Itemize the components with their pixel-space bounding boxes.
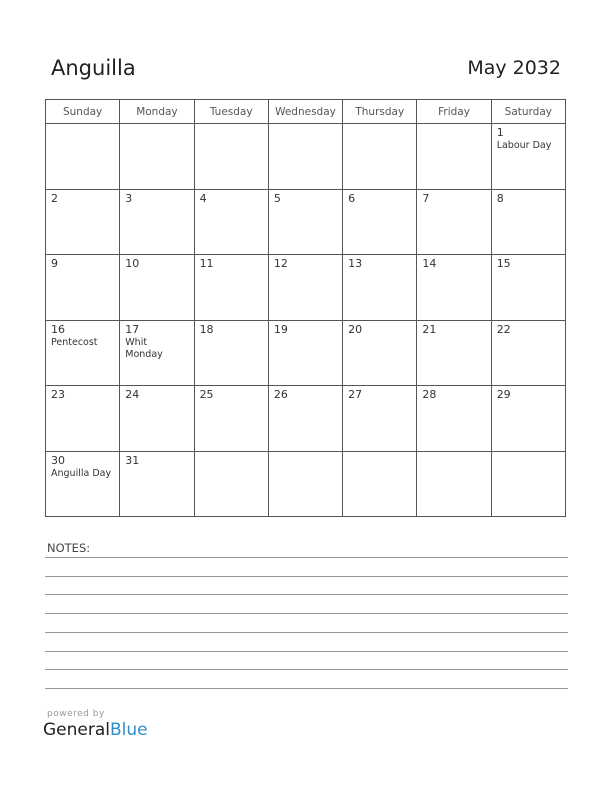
day-cell [343,320,417,386]
day-number: 30 [51,453,65,467]
empty-day-cell [46,124,120,190]
holiday-label: Pentecost [51,336,98,348]
weekday-header: Monday [120,100,194,124]
day-cell [491,124,565,190]
holiday-label: Anguilla Day [51,467,112,479]
day-number: 11 [199,257,214,270]
day-number: 13 [348,257,363,270]
notes-label: NOTES: [47,541,91,555]
day-number: 3 [125,191,133,205]
day-number: 29 [496,388,511,401]
empty-day-cell [268,124,342,190]
day-number: 27 [348,388,363,401]
day-number: 9 [51,257,58,270]
day-cell [194,255,268,321]
holiday-label: Whit Monday [125,336,163,360]
day-number: 17 [125,322,140,336]
day-number: 26 [273,388,288,401]
day-number: 4 [199,191,207,205]
notes-line [45,669,568,670]
day-cell [491,386,565,452]
day-number: 16 [51,322,65,336]
empty-day-cell [417,451,491,517]
day-cell [120,451,194,517]
day-cell [194,189,268,255]
notes-line [45,613,568,614]
week-row [46,124,566,190]
day-cell [491,189,565,255]
day-number: 5 [273,191,281,205]
week-row [46,320,566,386]
empty-day-cell [491,451,565,517]
day-cell [268,189,342,255]
weekday-header-row [46,100,566,124]
week-row [46,255,566,321]
day-cell [194,386,268,452]
notes-line [45,688,568,689]
empty-day-cell [343,124,417,190]
week-row [46,451,566,517]
day-cell [268,255,342,321]
empty-day-cell [268,451,342,517]
day-cell [343,255,417,321]
day-cell [120,189,194,255]
notes-line [45,576,568,577]
day-cell [46,386,120,452]
day-number: 14 [422,257,437,270]
day-cell [194,320,268,386]
day-cell [417,386,491,452]
weekday-header: Tuesday [194,100,268,124]
day-number: 25 [199,388,214,401]
notes-line [45,557,568,558]
day-cell [120,386,194,452]
day-number: 6 [348,191,356,205]
day-cell [417,189,491,255]
day-number: 21 [422,322,437,336]
notes-line [45,651,568,652]
day-number: 10 [125,257,140,270]
brand-general: General [43,720,110,740]
weekday-header: Sunday [46,100,120,124]
generalblue-logo[interactable] [43,720,148,740]
day-cell [120,255,194,321]
country-title: Anguilla [51,56,136,80]
holiday-label: Labour Day [496,140,552,151]
empty-day-cell [343,451,417,517]
brand-blue: Blue [110,720,148,740]
weekday-header: Saturday [491,100,565,124]
day-number: 8 [496,191,504,205]
empty-day-cell [120,124,194,190]
day-number: 24 [125,388,140,401]
day-number: 28 [422,388,437,401]
month-year-title: May 2032 [467,57,561,79]
notes-line [45,632,568,633]
empty-day-cell [194,451,268,517]
day-cell [491,320,565,386]
weekday-header: Friday [417,100,491,124]
day-cell [268,386,342,452]
weekday-header: Thursday [343,100,417,124]
notes-line [45,594,568,595]
powered-by-text: powered by [47,709,105,719]
day-number: 31 [125,453,140,467]
day-cell [417,320,491,386]
empty-day-cell [417,124,491,190]
day-cell [268,320,342,386]
day-cell [46,320,120,386]
day-cell [343,189,417,255]
day-cell [343,386,417,452]
weekday-header: Wednesday [268,100,342,124]
day-number: 7 [422,191,430,205]
week-row [46,189,566,255]
day-cell [46,255,120,321]
day-cell [120,320,194,386]
empty-day-cell [194,124,268,190]
day-number: 15 [496,257,511,270]
day-number: 18 [199,322,214,336]
day-cell [417,255,491,321]
day-number: 12 [273,257,288,270]
calendar-grid [45,99,566,517]
day-number: 23 [51,388,65,401]
day-number: 19 [273,322,288,336]
day-cell [491,255,565,321]
day-number: 1 [496,126,504,139]
day-number: 2 [51,191,58,205]
week-row [46,386,566,452]
day-number: 20 [348,322,363,336]
day-number: 22 [496,322,511,336]
day-cell [46,451,120,517]
day-cell [46,189,120,255]
